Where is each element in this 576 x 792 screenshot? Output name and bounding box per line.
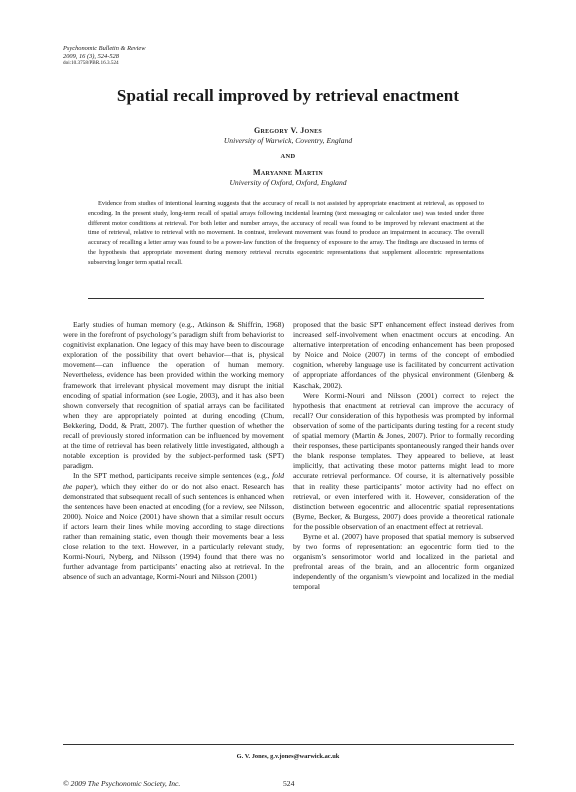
- journal-volume: 2009, 16 (3), 524-528: [63, 52, 119, 60]
- journal-name: Psychonomic Bulletin & Review: [63, 45, 146, 52]
- page-number: 524: [283, 779, 295, 788]
- footnote-divider: [63, 744, 514, 745]
- journal-doi: doi:10.3758/PBR.16.3.524: [63, 60, 119, 67]
- body-paragraph: Byrne et al. (2007) have proposed that spatial memory is subserved by two forms of representation: an egocentric form tied to the organism’s sensorimotor world and localized in the parietal and prefrontal areas of the brain, and an allocentric form organized independently of the organism’s viewpoint and localized in the medial temporal: [293, 531, 514, 592]
- abstract-divider: [88, 298, 484, 299]
- abstract: [88, 199, 484, 268]
- body-paragraph: Were Kormi-Nouri and Nilsson (2001) correct to reject the hypothesis that enactment at retrieval can improve the accuracy of recall? Our consideration of this hypothesis was prompted by informal observation of some of the participants during testing for a recent study of spatial memory (Martin & Jones, 2007). Prior to formally recording their responses, these participants spontaneously ranged their hands over the blank response templates. They appeared to believe, at least implicitly, that activating these motor patterns might lead to more accurate retrieval performance. Of course, it is alternatively possible that in reality these participants’ motor activity had no effect on retrieval, or even interfered with it. However, consideration of the distinction between egocentric and allocentric spatial representations (Byrne, Becker, & Burgess, 2007) does provide a theoretical rationale for the possible observation of an enactment effect at retrieval.: [293, 390, 514, 531]
- author-separator: AND: [280, 153, 296, 160]
- body-paragraph: proposed that the basic SPT enhancement effect instead derives from increased self-involvement when enactment occurs at encoding. An alternative interpretation of encoding enhancement has been proposed by Noice and Noice (2007) in terms of the concept of embodied cognition, whereby language use is facilitated by concurrent activation of appropriate affordances of the physical environment (Glenberg & Kaschak, 2002).: [293, 320, 514, 390]
- correspondence-contact: G. V. Jones, g.v.jones@warwick.ac.uk: [236, 753, 340, 760]
- copyright-notice: © 2009 The Psychonomic Society, Inc.: [63, 779, 181, 788]
- journal-header: [63, 45, 146, 68]
- body-paragraph: Early studies of human memory (e.g., Atkinson & Shiffrin, 1968) were in the forefront of psychology’s paradigm shift from behaviorist to cognitivist explanation. One legacy of this may have been to discourage exploration of the possibility that overt behavior—that is, physical movement—can influence the operation of human memory. Nevertheless, evidence has been provided within the working memory framework that irrelevant physical movement may disrupt the initial encoding of spatial information (see Logie, 2003), and it has also been shown conversely that recognition of spatial arrays can be facilitated when they are appropriately pointed at during encoding (Chum, Bekkering, Dodd, & Pratt, 2007). The further question of whether the recall of previously stored information can be influenced by movement at the time of retrieval has been relatively little investigated, although a notable exception is provided by the subject-performed task (SPT) paradigm.: [63, 320, 284, 471]
- body-left-column: [63, 320, 284, 582]
- author-affiliation: University of Warwick, Coventry, England: [223, 136, 353, 145]
- author-name: Maryanne Martin: [253, 168, 323, 177]
- body-paragraph: In the SPT method, participants receive simple sentences (e.g., fold the paper), which they either do or do not also enact. Research has demonstrated that subsequent recall of such sentences is enhanced when the sentences have been enacted at encoding (for a review, see Nilsson, 2000). Noice and Noice (2001) have shown that a similar result occurs if actors learn their lines while moving according to stage directions rather than remaining static, even though their movements bear a less close relation to the text. However, in a particularly relevant study, Kormi-Nouri, Nyberg, and Nilsson (1994) found that there was no further advantage from participants’ enacting also at retrieval. In the absence of such an advantage, Kormi-Nouri and Nilsson (2001): [63, 471, 284, 582]
- author-affiliation: University of Oxford, Oxford, England: [229, 178, 347, 187]
- paper-title: Spatial recall improved by retrieval enactment: [116, 86, 460, 105]
- body-right-column: [293, 320, 514, 593]
- abstract-text: Evidence from studies of intentional learning suggests that the accuracy of recall is not assisted by appropriate enactment at retrieval, as opposed to encoding. In the present study, long-term recall of spatial arrays following incidental learning (text messaging or calculator use) was tested under three different motor conditions at retrieval. For both letter and number arrays, the accuracy of recall was found to be improved by relevant enactment at the time of retrieval, relative to retrieval with no movement. In contrast, irrelevant movement was found to produce an impairment in accuracy. The overall accuracy of recalling a letter array was found to be a power-law function of the frequency of exposure to the array. The findings are discussed in terms of the hypothesis that appropriate movement during memory retrieval recruits egocentric representations that supplement allocentric representations subserving longer term spatial recall.: [88, 200, 484, 266]
- author-name: Gregory V. Jones: [253, 126, 323, 135]
